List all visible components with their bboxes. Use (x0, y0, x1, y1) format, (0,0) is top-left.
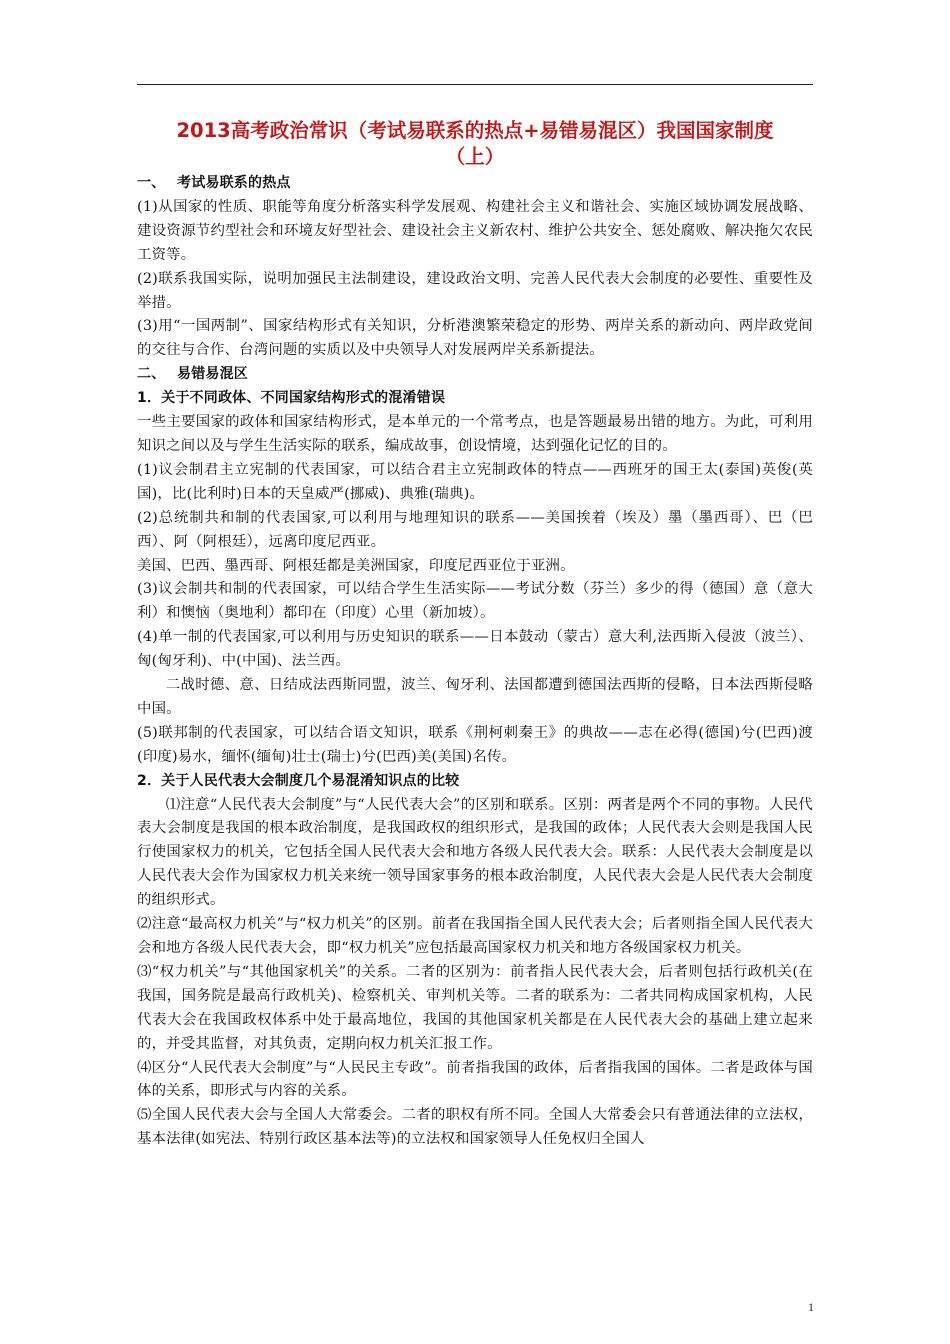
section-2-heading (137, 363, 813, 387)
sub1-paragraph-intro: 一些主要国家的政体和国家结构形式，是本单元的一个常考点，也是答题最易出错的地方。为此，可利用知识之间以及与学生生活实际的联系，编成故事，创设情境，达到强化记忆的目的。 (137, 414, 813, 454)
header-rule (137, 84, 813, 85)
sub2-paragraph-5: ⑸全国人民代表大会与全国人大常委会。二者的职权有所不同。全国人大常委会只有普通法律的立法权，基本法律(如宪法、特别行政区基本法等)的立法权和国家领导人任免权归全国人 (137, 1107, 813, 1148)
document-title (137, 118, 813, 170)
title-line-1: 2013高考政治常识（考试易联系的热点+易错易混区）我国国家制度 (176, 119, 774, 142)
sub2-paragraph-1: ⑴注意“人民代表大会制度”与“人民代表大会”的区别和联系。区别：两者是两个不同的事物。人民代表大会制度是我国的根本政治制度，是我国政权的组织形式，是我国的政体；人民代表大会则是我国人民行使国家权力的机关，它包括全国人民代表大会和地方各级人民代表大会。联系：人民代表大会制度是以人民代表大会作为国家权力机关来统一领导国家事务的根本政治制度，人民代表大会是人民代表大会制度的组织形式。 (137, 796, 813, 909)
subsection-1-heading: 1．关于不同政体、不同国家结构形式的混淆错误 (137, 390, 446, 407)
sub1-paragraph-2-note: 美国、巴西、墨西哥、阿根廷都是美洲国家，印度尼西亚位于亚洲。 (137, 557, 575, 574)
hotspot-item-2: (2)联系我国实际，说明加强民主法制建设，建设政治文明、完善人民代表大会制度的必要性、重要性及举措。 (137, 270, 813, 311)
section-1-heading (137, 172, 813, 196)
section-2-title: 易错易混区 (177, 366, 248, 383)
hotspot-item-3: (3)用“一国两制”、国家结构形式有关知识，分析港澳繁荣稳定的形势、两岸关系的新动向、两岸政党间的交往与合作、台湾问题的实质以及中央领导人对发展两岸关系新提法。 (137, 318, 813, 359)
hotspot-item-1: (1)从国家的性质、职能等角度分析落实科学发展观、构建社会主义和谐社会、实施区域协调发展战略、建设资源节约型社会和环境友好型社会、建设社会主义新农村、维护公共安全、惩处腐败、解决拖欠农民工资等。 (137, 198, 813, 263)
sub1-paragraph-4-note: 二战时德、意、日结成法西斯同盟，波兰、匈牙利、法国都遭到德国法西斯的侵略，日本法西斯侵略中国。 (137, 677, 813, 717)
section-2-number: 二、 (137, 366, 166, 383)
title-line-2: （上） (445, 145, 505, 168)
section-1-number: 一、 (137, 175, 166, 191)
subsection-2-heading: 2．关于人民代表大会制度几个易混淆知识点的比较 (137, 772, 460, 789)
sub1-paragraph-5: (5)联邦制的代表国家，可以结合语文知识，联系《荆柯刺秦王》的典故——志在必得(德国)兮(巴西)渡(印度)易水，缅怀(缅甸)壮士(瑞士)兮(巴西)美(美国)名传。 (137, 724, 813, 765)
sub2-paragraph-2: ⑵注意“最高权力机关”与“权力机关”的区别。前者在我国指全国人民代表大会；后者则指全国人民代表大会和地方各级人民代表大会，即“权力机关”应包括最高国家权力机关和地方各级国家权力机关。 (137, 916, 813, 956)
page-number: 1 (808, 1300, 814, 1314)
sub1-paragraph-3: (3)议会制共和制的代表国家，可以结合学生生活实际——考试分数（芬兰）多少的得（德国）意（意大利）和懊恼（奥地利）都印在（印度）心里（新加坡）。 (137, 581, 813, 622)
sub2-paragraph-3: ⑶“权力机关”与“其他国家机关”的关系。二者的区别为：前者指人民代表大会，后者则包括行政机关(在我国，国务院是最高行政机关)、检察机关、审判机关等。二者的联系为：二者共同构成国家机构，人民代表大会在我国政权体系中处于最高地位，我国的其他国家机关都是在人民代表大会的基础上建立起来的，并受其监督，对其负责，定期向权力机关汇报工作。 (137, 963, 813, 1052)
document-body (137, 172, 813, 1152)
sub1-paragraph-4: (4)单一制的代表国家,可以利用与历史知识的联系——日本鼓动（蒙古）意大利,法西斯入侵波（波兰）、匈(匈牙利)、中(中国)、法兰西。 (137, 629, 813, 670)
sub2-paragraph-4: ⑷区分“人民代表大会制度”与“人民民主专政”。前者指我国的政体，后者指我国的国体。二者是政体与国体的关系，即形式与内容的关系。 (137, 1059, 813, 1100)
section-1-title: 考试易联系的热点 (177, 175, 291, 191)
sub1-paragraph-2: (2)总统制共和制的代表国家,可以利用与地理知识的联系——美国挨着（埃及）墨（墨西哥）、巴（巴西）、阿（阿根廷），远离印度尼西亚。 (137, 509, 813, 550)
sub1-paragraph-1: (1)议会制君主立宪制的代表国家，可以结合君主立宪制政体的特点——西班牙的国王太(泰国)英俊(英国)，比(比利时)日本的天皇威严(挪威)、典雅(瑞典)。 (137, 461, 813, 502)
